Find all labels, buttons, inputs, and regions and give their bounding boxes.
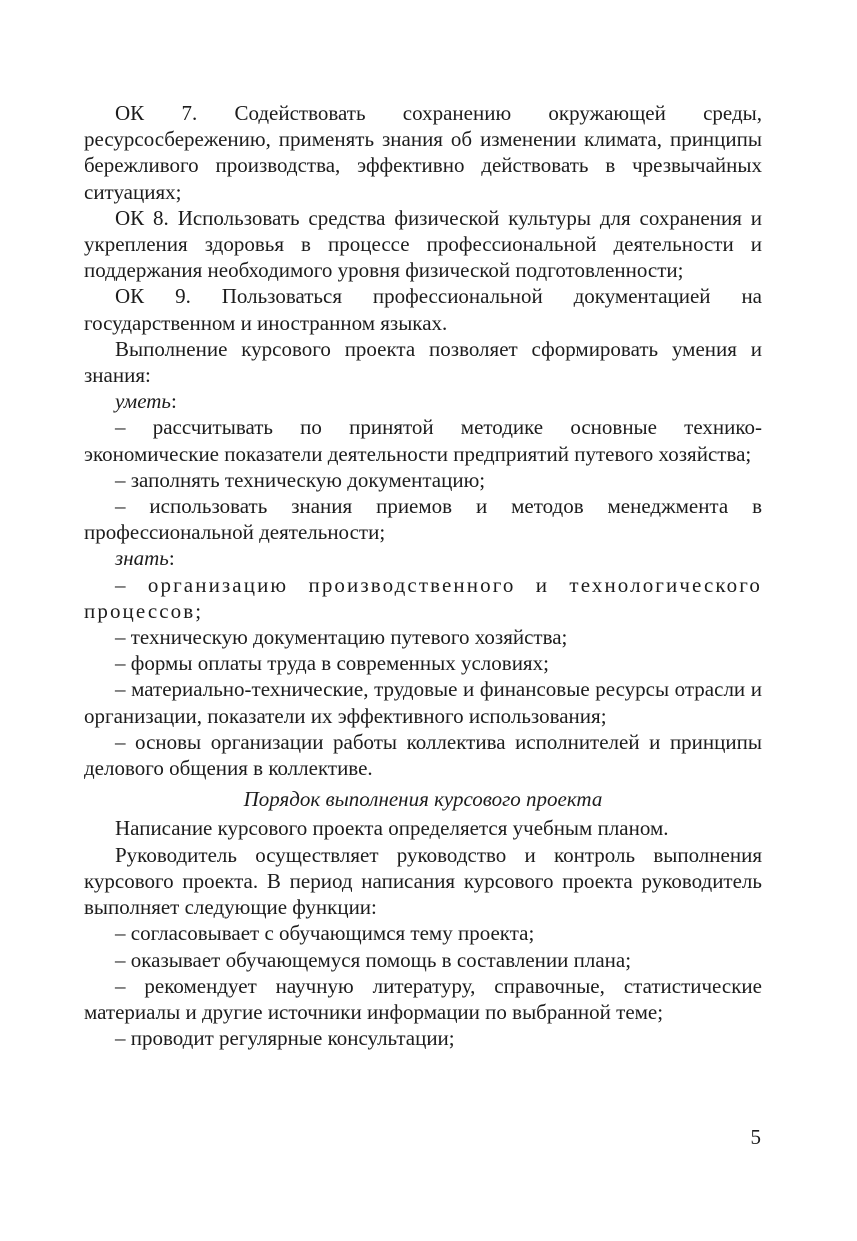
page-body	[84, 100, 762, 1051]
skills-label: уметь	[115, 389, 171, 414]
paragraph-intro: Выполнение курсового проекта позволяет сформировать умения и знания:	[84, 336, 762, 388]
paragraph-ok7: ОК 7. Содействовать сохранению окружающей среды, ресурсосбережению, применять знания об изменении климата, принципы бережливого производства, эффективно действовать в чрезвычайных ситуациях;	[84, 101, 762, 204]
skills-label-line: уметь:	[115, 389, 177, 414]
list-item: – использовать знания приемов и методов менеджмента в профессиональной деятельности;	[84, 494, 762, 545]
page-number: 5	[750, 1125, 761, 1149]
list-item: – материально-технические, трудовые и финансовые ресурсы отрасли и организации, показатели их эффективного использования;	[84, 677, 762, 728]
section-paragraph: Руководитель осуществляет руководство и контроль выполнения курсового проекта. В период написания курсового проекта руководитель выполняет следующие функции:	[84, 842, 762, 920]
knowledge-label-line: знать:	[115, 546, 175, 571]
list-item: – оказывает обучающемуся помощь в составлении плана;	[115, 947, 632, 972]
section-paragraph: Написание курсового проекта определяется учебным планом.	[115, 816, 669, 841]
paragraph-ok9: ОК 9. Пользоваться профессиональной документацией на государственном и иностранном языках.	[84, 284, 762, 335]
list-item: – заполнять техническую документацию;	[115, 467, 486, 492]
paragraph-ok8: ОК 8. Использовать средства физической культуры для сохранения и укрепления здоровья в процессе профессиональной деятельности и поддержания необходимого уровня физической подготовленности;	[84, 205, 762, 283]
list-item: – согласовывает с обучающимся тему проекта;	[115, 921, 535, 946]
list-item: – основы организации работы коллектива исполнителей и принципы делового общения в коллективе.	[84, 729, 762, 781]
section-heading: Порядок выполнения курсового проекта	[243, 787, 603, 812]
list-item: – техническую документацию путевого хозяйства;	[115, 625, 568, 650]
list-item: – рассчитывать по принятой методике основные технико-экономические показатели деятельности предприятий путевого хозяйства;	[84, 415, 762, 466]
list-item: – организацию производственного и технологического процессов;	[84, 572, 762, 623]
list-item: – проводит регулярные консультации;	[115, 1026, 455, 1051]
list-item: – рекомендует научную литературу, справочные, статистические материалы и другие источники информации по выбранной теме;	[84, 973, 762, 1024]
knowledge-label: знать	[115, 546, 169, 571]
list-item: – формы оплаты труда в современных условиях;	[115, 651, 549, 676]
